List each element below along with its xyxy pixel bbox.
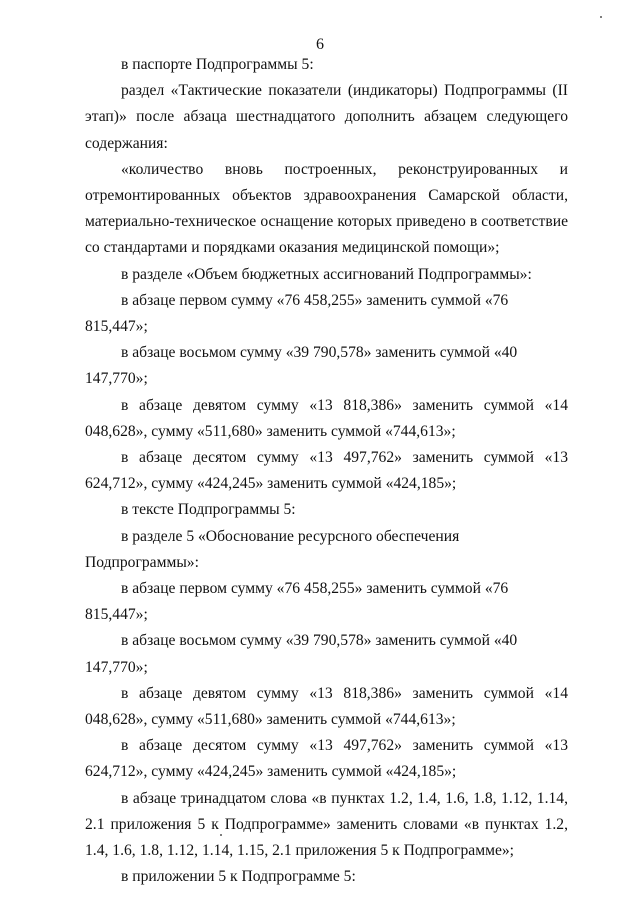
paragraph: в паспорте Подпрограммы 5: [121,56,314,73]
page-number: 6 [316,36,324,53]
paragraph: «количество вновь построенных, реконструированных и отремонтированных объектов здравоохранения Самарской области, материально-техническое оснащение которых приведено в соответствие со стандартами и порядками оказания медицинской помощи»; [85,160,568,257]
paragraph: в разделе «Объем бюджетных ассигнований Подпрограммы»: [121,265,532,283]
scan-speck [600,16,602,18]
paragraph: в абзаце восьмом сумму «39 790,578» заменить суммой «40 147,770»; [85,344,518,388]
paragraph: в разделе 5 «Обоснование ресурсного обеспечения Подпрограммы»: [85,527,460,571]
paragraph: в приложении 5 к Подпрограмме 5: [121,868,356,886]
document-body [85,52,568,891]
paragraph: в абзаце девятом сумму «13 818,386» заменить суммой «14 048,628», сумму «511,680» заменить суммой «744,613»; [85,396,568,440]
paragraph: раздел «Тактические показатели (индикаторы) Подпрограммы (II этап)» после абзаца шестнадцатого дополнить абзацем следующего содержания: [85,82,568,152]
paragraph: в абзаце девятом сумму «13 818,386» заменить суммой «14 048,628», сумму «511,680» заменить суммой «744,613»; [85,684,568,729]
paragraph: в абзаце первом сумму «76 458,255» заменить суммой «76 815,447»; [85,580,509,624]
paragraph: в абзаце первом сумму «76 458,255» заменить суммой «76 815,447»; [85,291,509,336]
paragraph: в тексте Подпрограммы 5: [121,501,296,519]
paragraph: в абзаце десятом сумму «13 497,762» заменить суммой «13 624,712», сумму «424,245» заменить суммой «424,185»; [85,737,568,781]
paragraph: в абзаце восьмом сумму «39 790,578» заменить суммой «40 147,770»; [85,632,518,676]
scan-speck [220,834,222,836]
paragraph: в абзаце десятом сумму «13 497,762» заменить суммой «13 624,712», сумму «424,245» заменить суммой «424,185»; [85,449,568,493]
paragraph: в абзаце тринадцатом слова «в пунктах 1.2, 1.4, 1.6, 1.8, 1.12, 1.14, 2.1 приложения 5 к Подпрограмме» заменить словами «в пунктах 1.2, 1.4, 1.6, 1.8, 1.12, 1.14, 1.15, 2.1 приложения 5 к Подпрограмме»; [85,789,568,860]
